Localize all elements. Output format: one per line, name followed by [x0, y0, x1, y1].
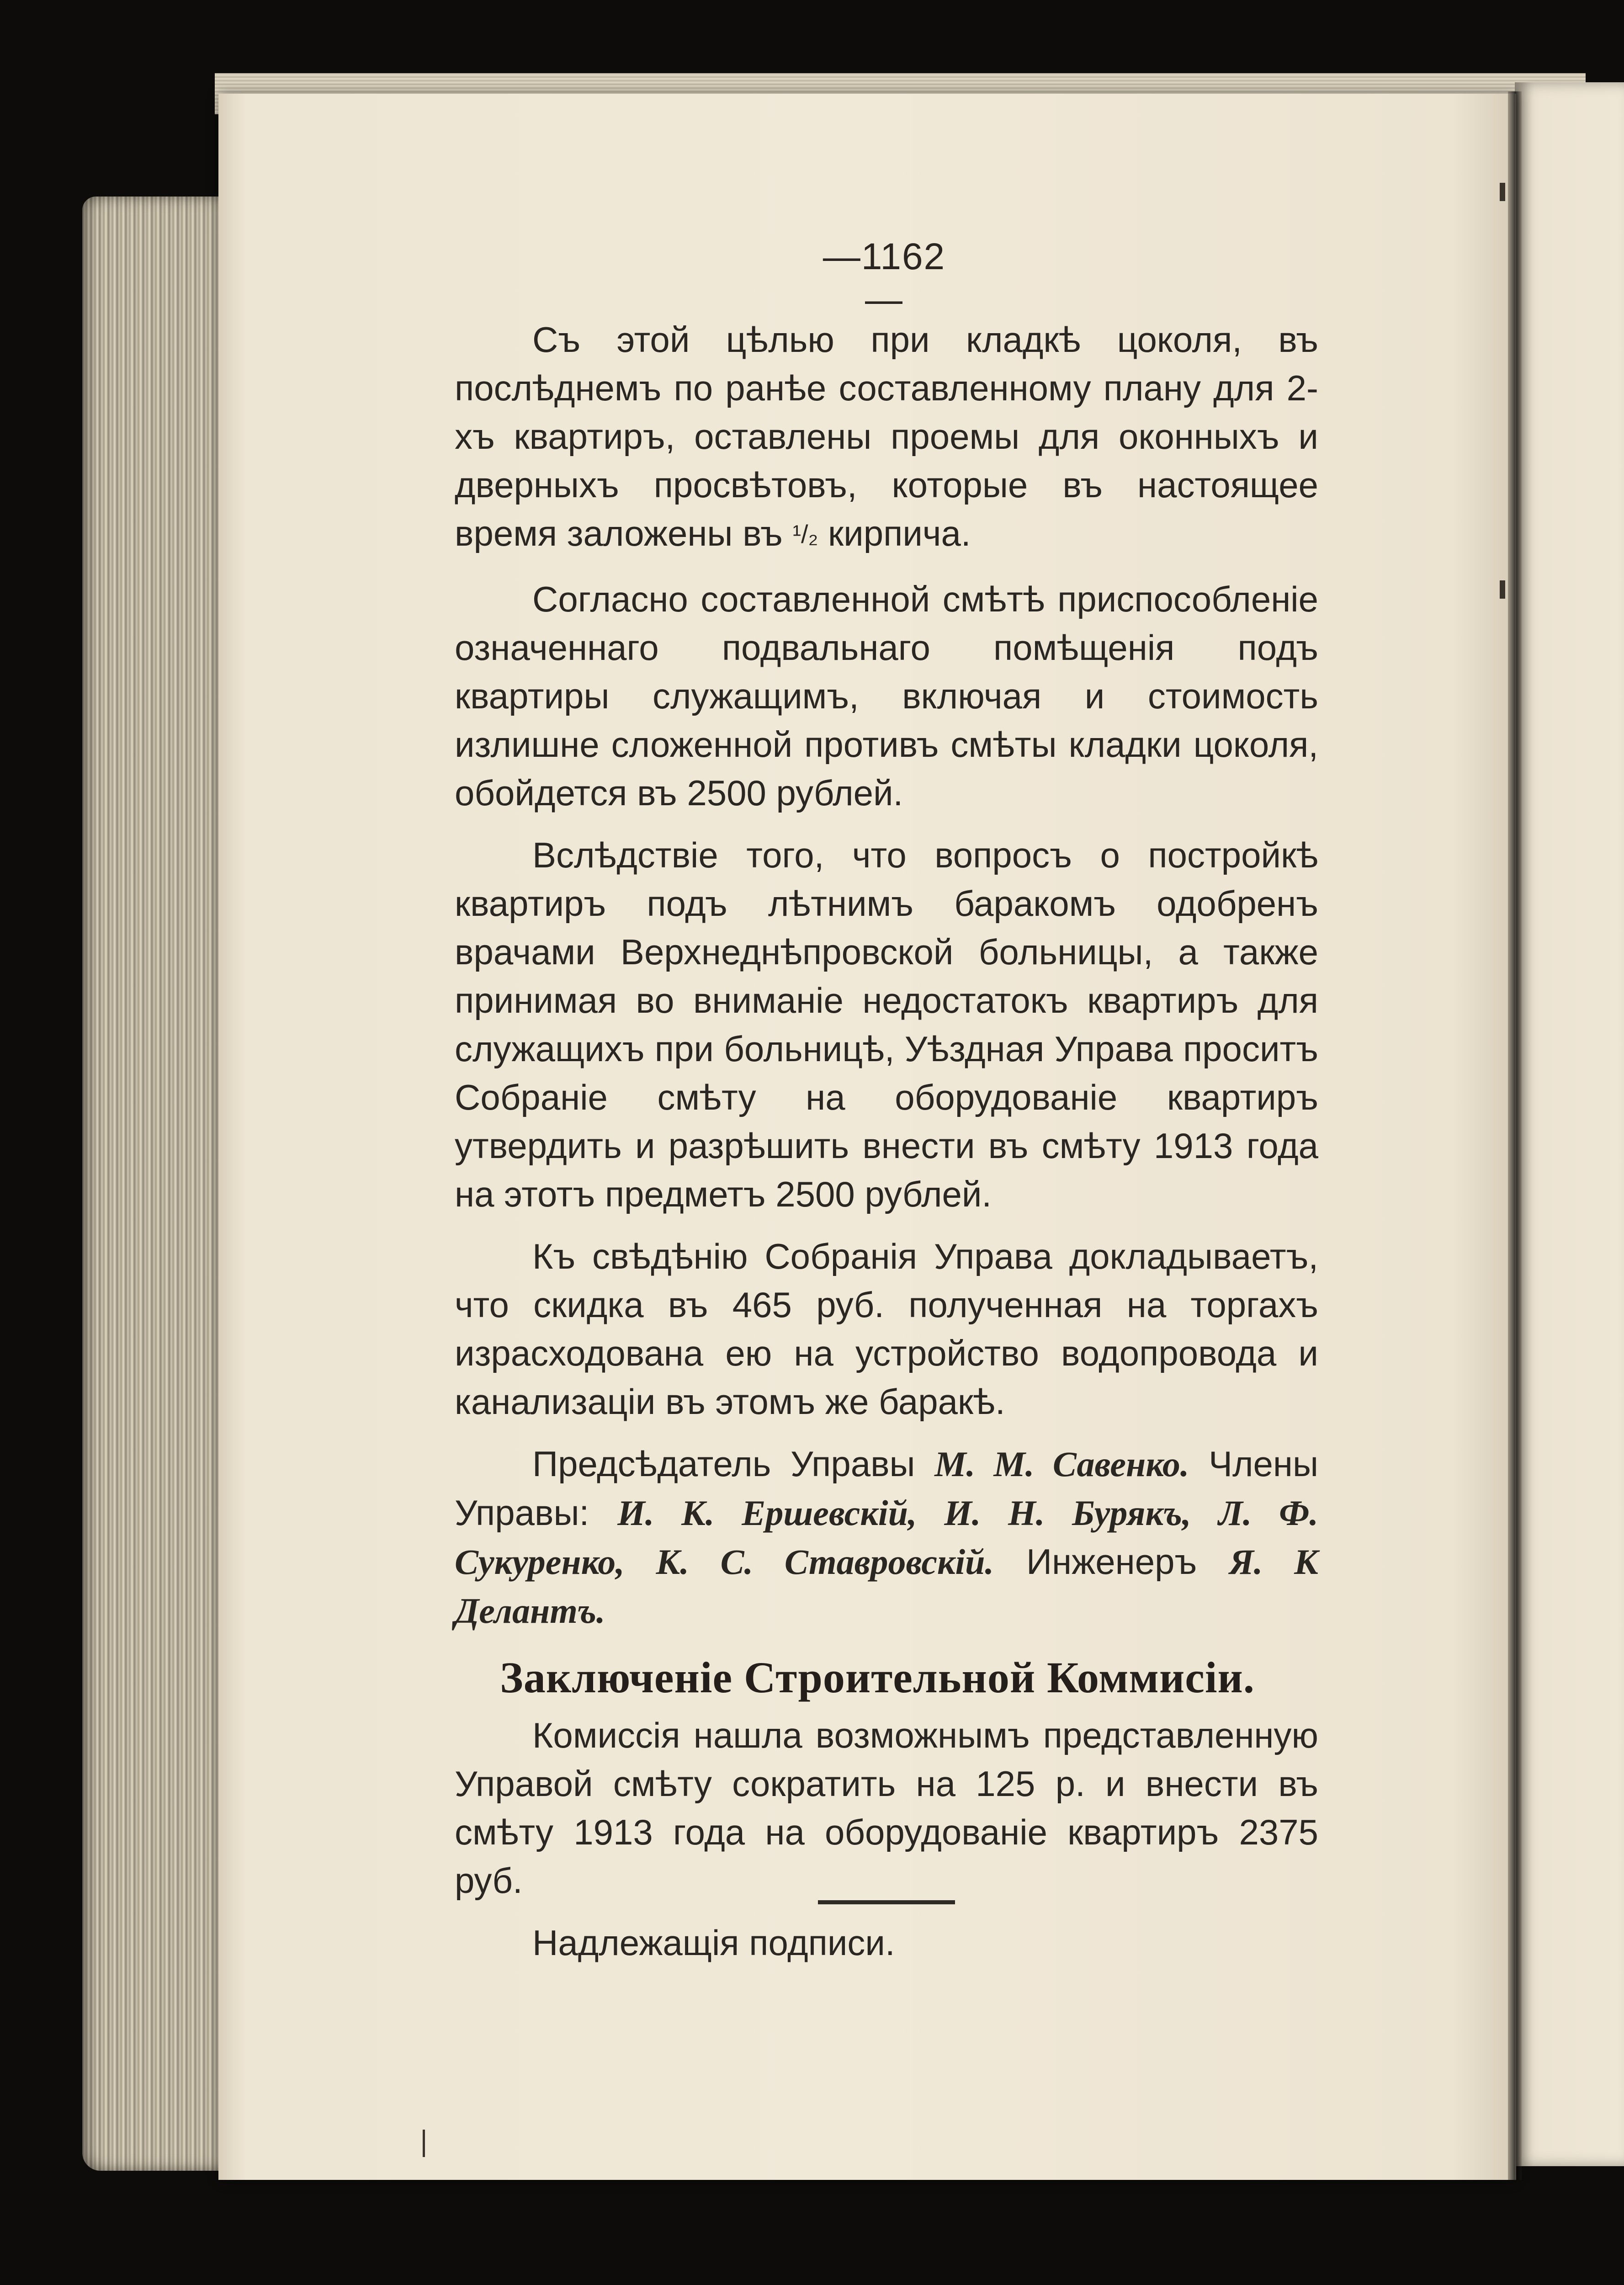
chair-title: Предсѣдатель Управы	[532, 1444, 915, 1484]
page-mark	[1500, 580, 1505, 599]
signatories-paragraph	[455, 1440, 1318, 1635]
paragraph-text: кирпича.	[828, 513, 971, 553]
book-gutter	[1508, 91, 1522, 2180]
paragraph	[455, 315, 1318, 561]
paragraph: Къ свѣдѣнію Собранія Управа докладываетъ, что скидка въ 465 руб. полученная на торгахъ израсходована ею на устройство водопровода и канализаціи въ этомъ же баракѣ.	[455, 1236, 1318, 1422]
engineer-name: Я. К Делантъ.	[455, 1542, 1319, 1631]
paragraph: Согласно составленной смѣтѣ приспособленіе означеннаго подвальнаго помѣщенія подъ квартиры служащимъ, включая и стоимость излишне сложенной противъ смѣты кладки цоколя, обойдется въ 2500 рублей.	[455, 579, 1318, 813]
chair-name: М. М. Савенко.	[934, 1444, 1189, 1484]
members-names: И. К. Ершевскій, И. Н. Бурякъ, Л. Ф. Сукуренко, К. С. Ставровскій.	[455, 1493, 1318, 1582]
members-title: Члены Управы:	[455, 1444, 1319, 1533]
page-mark	[423, 2130, 425, 2157]
book-page-edges	[82, 197, 238, 2171]
paragraph: Вслѣдствіе того, что вопросъ о постройкѣ квартиръ подъ лѣтнимъ баракомъ одобренъ врачами Верхнеднѣпровской больницы, а также принимая во вниманіе недостатокъ квартиръ для служащихъ при больницѣ, Уѣздная Управа проситъ Собраніе смѣту на оборудованіе квартиръ утвердить и разрѣшить внести въ смѣту 1913 года на этотъ предметъ 2500 рублей.	[455, 835, 1318, 1214]
conclusion-paragraph: Комиссія нашла возможнымъ представленную Управой смѣту сократить на 125 р. и внести въ смѣту 1913 года на оборудованіе квартиръ 2375 руб.	[455, 1715, 1318, 1901]
fraction: ¹/₂	[792, 520, 818, 548]
conclusion-signatures: Надлежащія подписи.	[532, 1923, 895, 1963]
paragraph-text: Съ этой цѣлью при кладкѣ цоколя, въ послѣднемъ по ранѣе составленному плану для 2-хъ квартиръ, оставлены проемы для оконныхъ и дверныхъ просвѣтовъ, которые въ настоящее время заложены въ	[455, 319, 1318, 553]
engineer-title: Инженеръ	[1026, 1541, 1197, 1582]
page-body	[455, 315, 1318, 1981]
adjacent-page	[1515, 82, 1624, 2166]
end-rule	[818, 1900, 955, 1904]
page-number: —1162—	[823, 236, 946, 320]
page-mark	[1500, 183, 1505, 201]
section-heading: Заключеніе Строительной Коммисіи.	[500, 1653, 1255, 1702]
